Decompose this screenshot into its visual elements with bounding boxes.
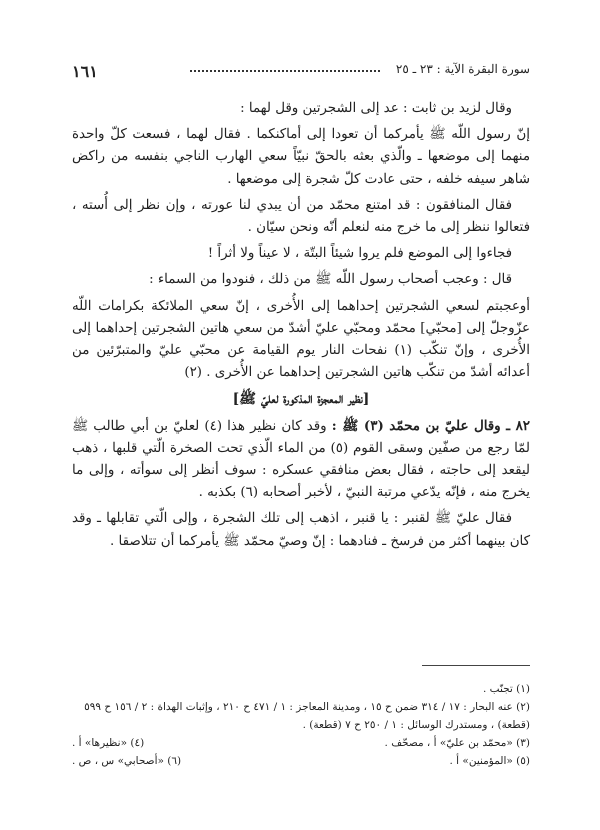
- paragraph: فقال عليّ ﷺ لقنبر : يا قنبر ، اذهب إلى تلك الشجرة ، وإلى الّتي تقابلها ـ وقد كان بينهما أكثر من فرسخ ـ فنادهما : إنّ وصيّ محمّد ﷺ يأمركما أن تتلاصقا .: [72, 511, 530, 549]
- footnote: (٥) «المؤمنين» أ .: [449, 755, 530, 767]
- paragraph: إنّ رسول اللّه ﷺ يأمركما أن تعودا إلى أماكنكما . فقال لهما ، فسعت كلّ واحدة منهما إلى موضعها ـ والّذي بعثه بالحقّ نبيّاً سعي الهارب الناجي بنفسه من راكض شاهر سيفه خلفه ، حتى عادت كلّ شجرة إلى موضعها .: [72, 127, 530, 187]
- section-title: [نظير المعجزة المذكورة لعليّ ﷺ]: [232, 391, 370, 408]
- footnote-row: [72, 734, 530, 752]
- footnote: (٢) عنه البحار : ١٧ / ٣١٤ ضمن ح ١٥ ، ومدينة المعاجز : ١ / ٤٧١ ح ٢١٠ ، وإثبات الهداة : ٢ / ١٥٦ ح ٥٩٩ (قطعة) ، ومستدرك الوسائل : ١ / ٢٥٠ ح ٧ (قطعة) .: [84, 701, 530, 731]
- paragraph: فقال المنافقون : قد امتنع محمّد من أن يبدي لنا عورته ، وإن نظر إلى أُسته ، فتعالوا ننظر إلى ما خرج منه لنعلم أنّه ونحن سيّان .: [72, 197, 530, 236]
- page-header: [72, 62, 530, 84]
- paragraph: وقال لزيد بن ثابت : عد إلى الشجرتين وقل لهما :: [240, 101, 512, 116]
- paragraph: قال : وعجب أصحاب رسول اللّه ﷺ من ذلك ، فنودوا من السماء :: [149, 272, 512, 288]
- hadith-lead: ٨٢ ـ وقال عليّ بن محمّد (٣) ﷺ :: [331, 417, 530, 434]
- running-title: سورة البقرة الآية : ٢٣ ـ ٢٥: [395, 62, 530, 76]
- main-text: [72, 98, 530, 557]
- footnote: (٤) «نظيرها» أ .: [72, 737, 145, 749]
- footnote: (٣) «محمّد بن عليّ» أ ، مصحّف .: [384, 737, 530, 749]
- footnote-separator: [422, 665, 530, 666]
- footnote: (١) تجنّب .: [482, 683, 530, 695]
- footnote-row: [72, 752, 530, 770]
- footnote: (٦) «أصحابي» س ، ص .: [72, 755, 182, 767]
- footnotes: [72, 680, 530, 770]
- page-number: ١٦١: [72, 62, 98, 81]
- paragraph: فجاءوا إلى الموضع فلم يروا شيئاً البتّة ، لا عيناً ولا أثراً !: [207, 246, 512, 262]
- paragraph: أوعجبتم لسعي الشجرتين إحداهما إلى الأُخرى ، إنّ سعي الملائكة بكرامات اللّه عزّوجلّ إلى [محبّي] محمّد ومحبّي عليّ أشدّ من سعي هاتين الشجرتين إحداهما إلى الأُخرى ، وإنّ تنكّب (١) نفحات النار يوم القيامة عن محبّي عليّ والمتبرّئين من أعدائه أشدّ من تنكّب هاتين الشجرتين إحداهما عن الأُخرى . (٢): [72, 298, 530, 381]
- paragraph: [72, 415, 530, 505]
- hadith-text: وقد كان نظير هذا (٤) لعليّ بن أبي طالب ﷺ لمّا رجع من صفّين وسقى القوم (٥) من الماء الّذي تحت الصخرة الّتي قلبها ، ذهب ليقعد إلى حاجته ، فقال بعض منافقي عسكره : سوف أنظر إلى سوأته ، وإلى ما يخرج منه ، فإنّه يدّعي مرتبة النبيّ ، لأخبر أصحابه (٦) بكذبه .: [72, 418, 531, 501]
- header-dotted-line: [190, 70, 380, 72]
